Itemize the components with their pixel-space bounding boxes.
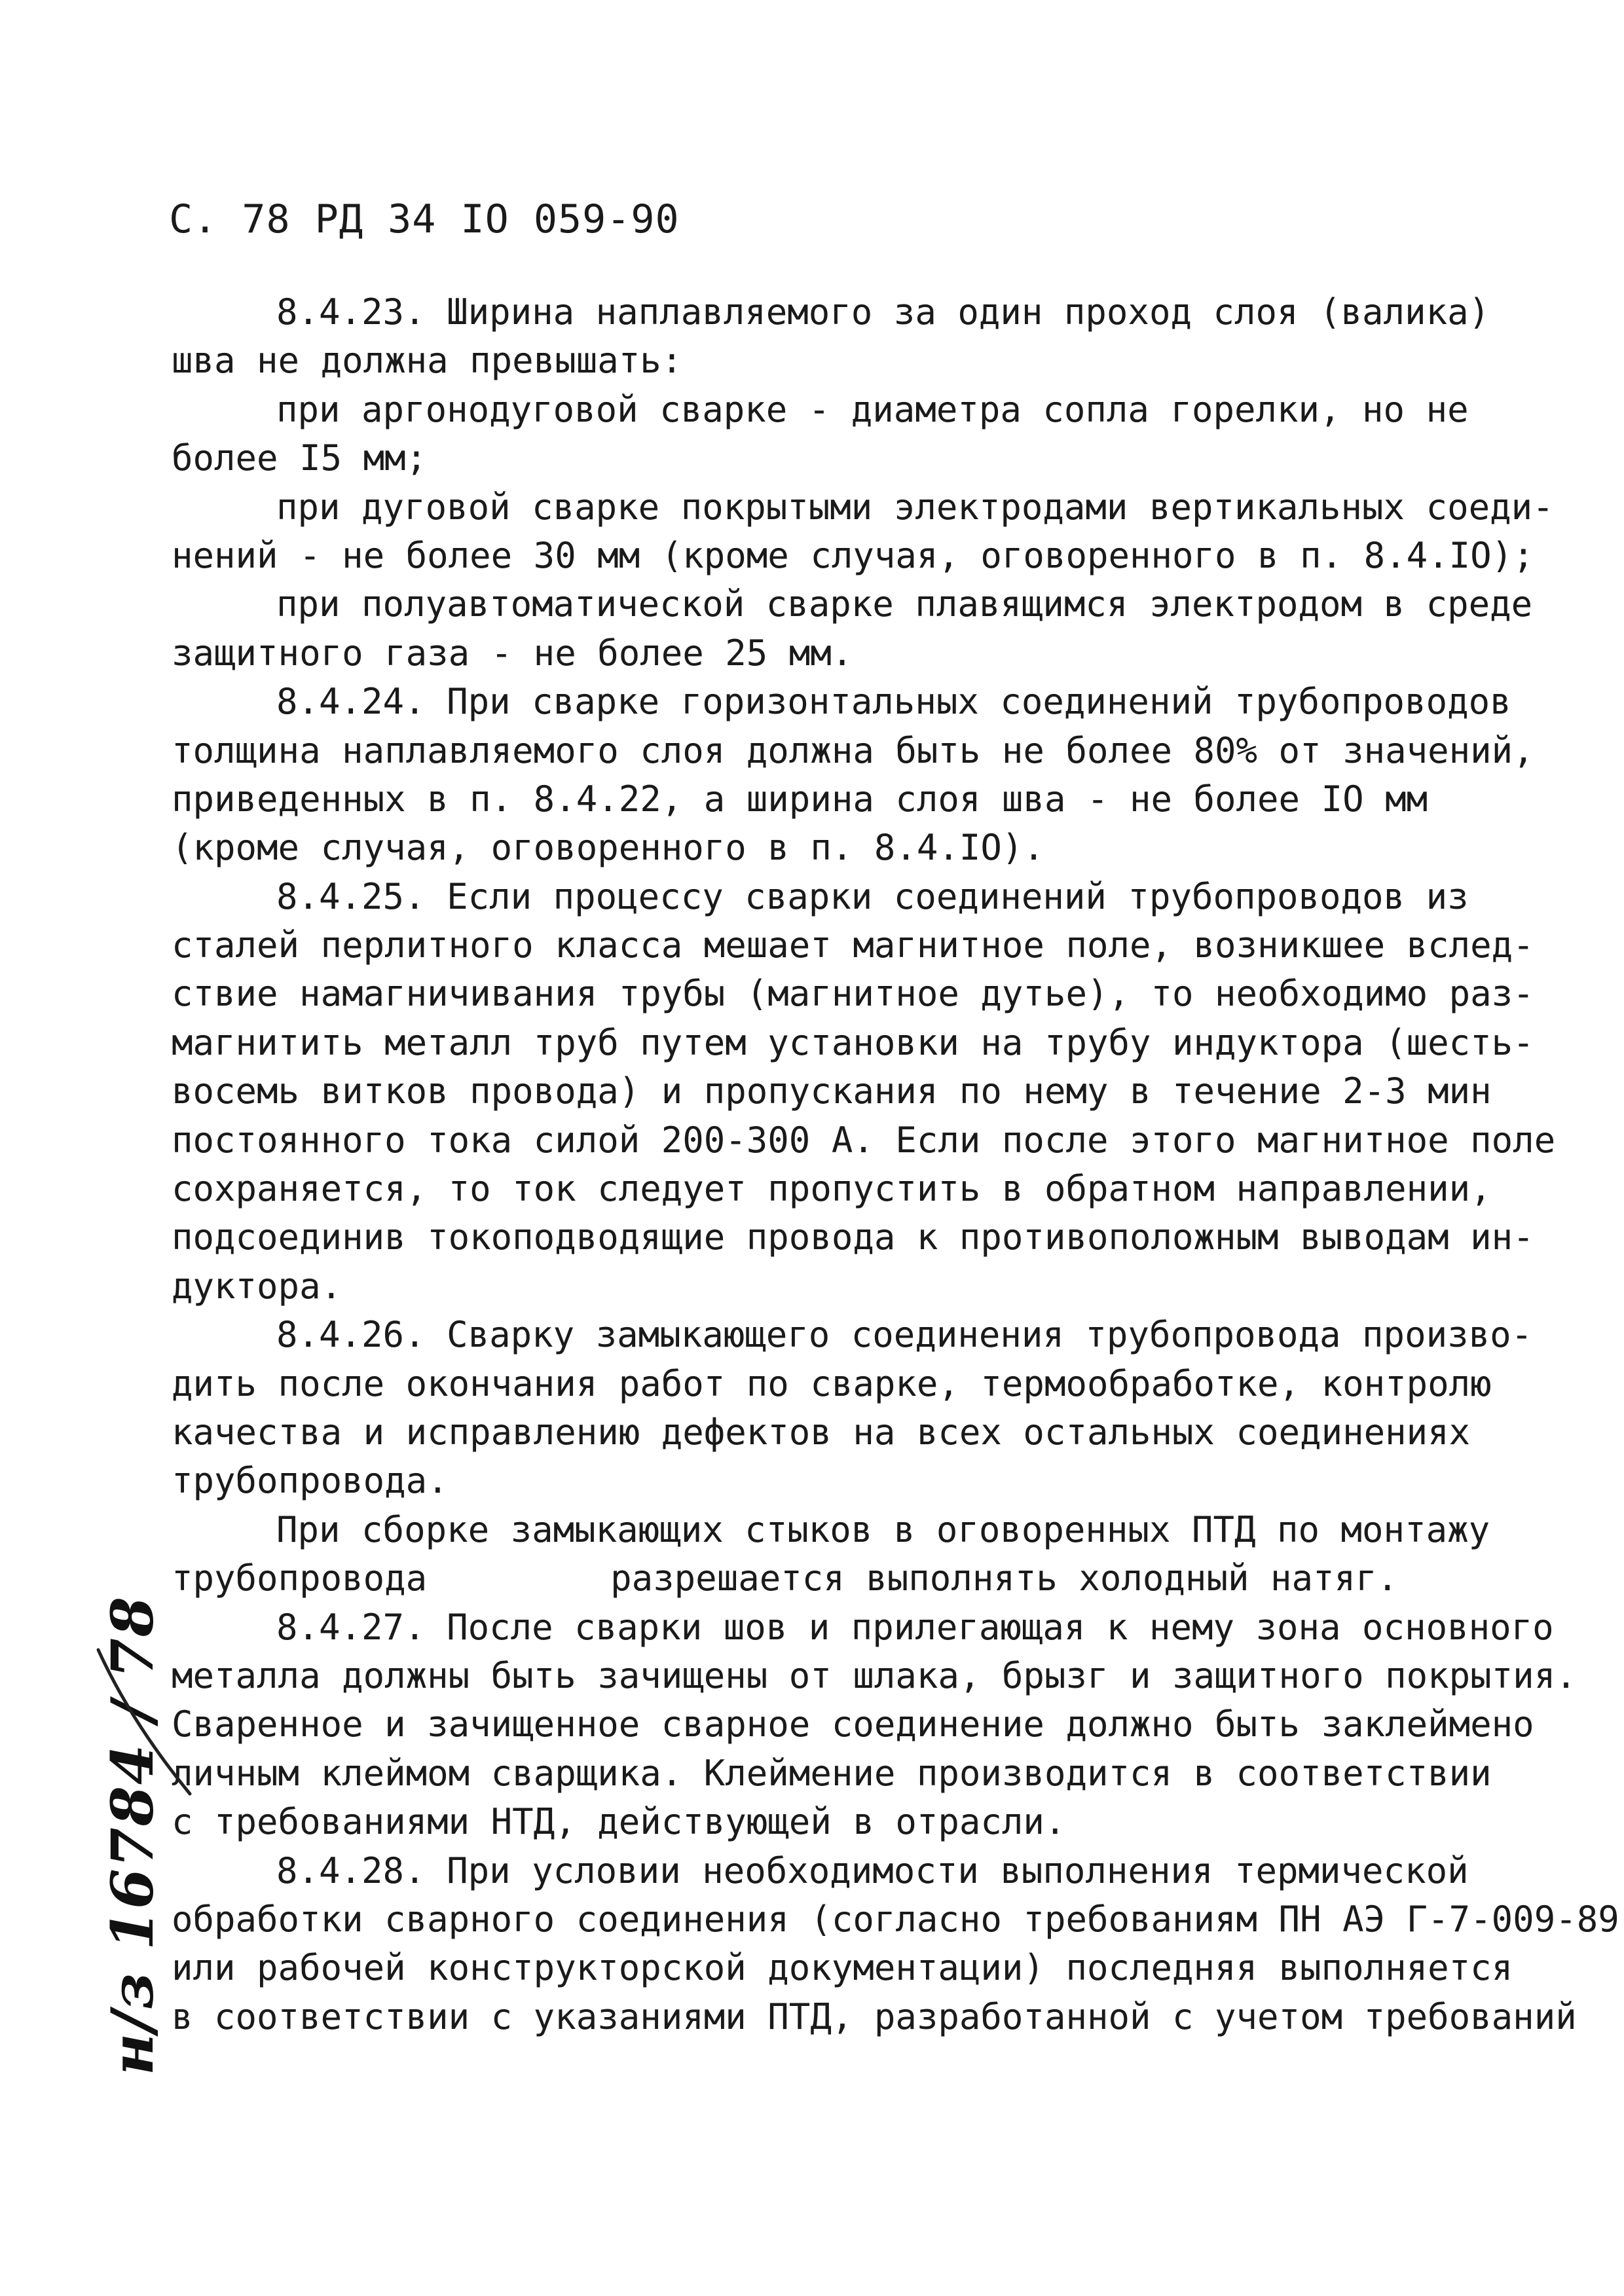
text-line: (кроме случая, оговоренного в п. 8.4.IO).: [172, 827, 1044, 869]
document-body: [172, 288, 1619, 2041]
text-line: с требованиями НТД, действующей в отрасли.: [172, 1801, 1066, 1843]
text-line: 8.4.27. После сварки шов и прилегающая к нему зона основного: [276, 1606, 1554, 1648]
text-line: шва не должна превышать:: [172, 340, 683, 382]
text-line: восемь витков провода) и пропускания по нему в течение 2-3 мин: [172, 1070, 1492, 1112]
text-line: в соответствии с указаниями ПТД, разработанной с учетом требований: [172, 1995, 1577, 2037]
text-line-head: трубопровода: [172, 1558, 428, 1599]
text-line: [172, 1554, 1521, 1603]
text-line: обработки сварного соединения (согласно требованиям ПН АЭ Г-7-009-89: [172, 1898, 1619, 1940]
handwritten-bracket-stroke: [92, 1624, 210, 1820]
text-line: магнитить металл труб путем установки на трубу индуктора (шесть-: [172, 1021, 1534, 1063]
text-line: при полуавтоматической сварке плавящимся электродом в среде: [276, 583, 1533, 625]
text-line: Сваренное и зачищенное сварное соединение должно быть заклеймено: [172, 1704, 1534, 1745]
page-header: С. 78 РД 34 IO 059-90: [169, 196, 680, 242]
text-line: При сборке замыкающих стыков в оговоренных ПТД по монтажу: [276, 1508, 1490, 1550]
text-line: дить после окончания работ по сварке, термообработке, контролю: [172, 1362, 1492, 1404]
text-line: более I5 мм;: [172, 437, 428, 479]
text-line: защитного газа - не более 25 мм.: [172, 632, 853, 674]
text-line: личным клеймом сварщика. Клеймение производится в соответствии: [172, 1752, 1492, 1794]
handwritten-note: н/з 16784 / 78: [98, 1595, 166, 2075]
text-line: 8.4.26. Сварку замыкающего соединения трубопровода произво-: [276, 1314, 1533, 1356]
text-line: 8.4.23. Ширина наплавляемого за один проход слоя (валика): [276, 291, 1490, 333]
text-line: сохраняется, то ток следует пропустить в обратном направлении,: [172, 1168, 1492, 1210]
text-line: трубопровода.: [172, 1460, 449, 1502]
text-line: металла должны быть зачищены от шлака, брызг и защитного покрытия.: [172, 1654, 1577, 1696]
text-line: ствие намагничивания трубы (магнитное дутье), то необходимо раз-: [172, 973, 1534, 1015]
text-line: 8.4.25. Если процессу сварки соединений трубопроводов из: [276, 875, 1469, 917]
text-line: 8.4.28. При условии необходимости выполнения термической: [276, 1850, 1469, 1891]
text-line: дуктора.: [172, 1265, 342, 1307]
text-line: при дуговой сварке покрытыми электродами вертикальных соеди-: [276, 486, 1554, 528]
text-line: нений - не более 30 мм (кроме случая, оговоренного в п. 8.4.IO);: [172, 534, 1534, 576]
text-line: 8.4.24. При сварке горизонтальных соединений трубопроводов: [276, 681, 1511, 723]
text-line: постоянного тока силой 200-300 А. Если после этого магнитное поле: [172, 1119, 1556, 1161]
text-line: при аргонодуговой сварке - диаметра сопла горелки, но не: [276, 388, 1469, 430]
text-line: качества и исправлению дефектов на всех остальных соединениях: [172, 1411, 1471, 1453]
text-line: толщина наплавляемого слоя должна быть не более 80% от значений,: [172, 729, 1534, 771]
text-line-tail: разрешается выполнять холодный натяг.: [610, 1558, 1399, 1599]
text-line: подсоединив токоподводящие провода к противоположным выводам ин-: [172, 1216, 1534, 1258]
text-line: приведенных в п. 8.4.22, а ширина слоя шва - не более IO мм: [172, 778, 1428, 820]
text-line: или рабочей конструкторской документации) последняя выполняется: [172, 1947, 1513, 1989]
text-line: сталей перлитного класса мешает магнитное поле, возникшее вслед-: [172, 924, 1534, 966]
